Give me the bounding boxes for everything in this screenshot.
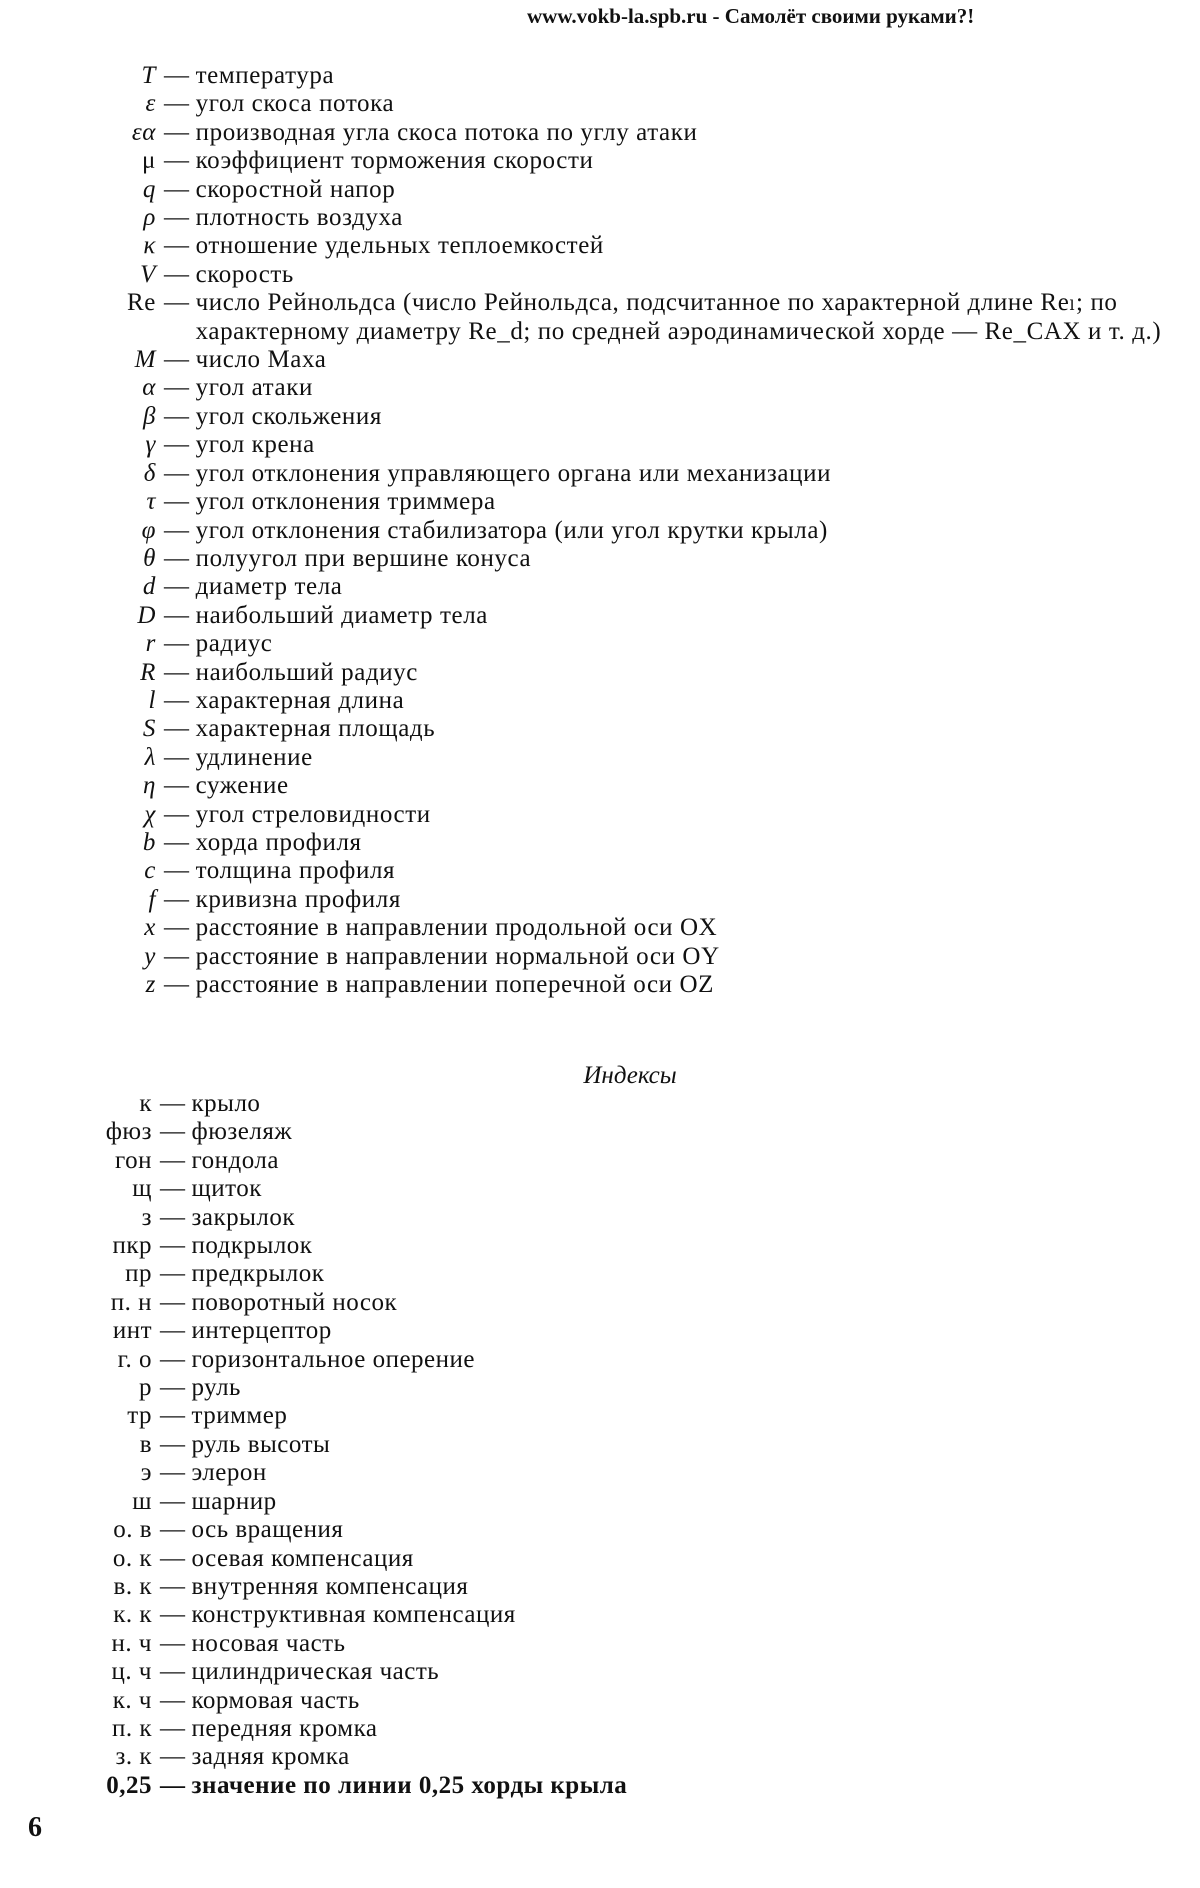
- symbol-row: [0, 943, 1200, 971]
- symbol: R: [140, 658, 156, 686]
- dash: —: [160, 1714, 186, 1742]
- index-row: [0, 1232, 1200, 1260]
- symbol: c: [144, 857, 156, 885]
- symbol-row: [0, 687, 1200, 715]
- dash: —: [160, 1374, 186, 1402]
- dash: —: [164, 90, 190, 118]
- symbol: y: [144, 942, 156, 970]
- symbol: d: [142, 573, 156, 601]
- symbol: α: [142, 374, 156, 402]
- index-symbol: э: [140, 1459, 152, 1487]
- index-symbol: к: [139, 1090, 152, 1117]
- dash: —: [164, 544, 190, 572]
- index-symbol: р: [139, 1374, 152, 1402]
- symbol: λ: [144, 743, 156, 771]
- indices-title: Индексы: [583, 1062, 677, 1089]
- symbol: η: [142, 772, 156, 800]
- index-symbol: к. ч: [112, 1686, 152, 1714]
- symbol-row: [0, 261, 1200, 289]
- index-row: [0, 1573, 1200, 1601]
- index-symbol: пкр: [112, 1232, 152, 1260]
- dash: —: [160, 1601, 186, 1629]
- symbol-description: коэффициент торможения скорости: [195, 147, 594, 175]
- index-symbol: о. в: [113, 1516, 152, 1544]
- index-row: [0, 1516, 1200, 1544]
- index-description: внутренняя компенсация: [191, 1572, 469, 1600]
- dash: —: [164, 260, 190, 288]
- symbol: τ: [146, 488, 156, 516]
- symbol-row: [0, 176, 1200, 204]
- index-description: руль высоты: [191, 1430, 331, 1458]
- index-row: [0, 1289, 1200, 1317]
- symbol: f: [148, 885, 156, 913]
- site-header: www.vokb-la.spb.ru - Самолёт своими руками?!: [527, 4, 975, 28]
- index-row: [0, 1715, 1200, 1743]
- dash: —: [164, 516, 190, 544]
- index-description: элерон: [191, 1459, 267, 1487]
- symbol: x: [144, 914, 156, 942]
- index-symbol: фюз: [105, 1118, 152, 1146]
- index-row: [0, 1147, 1200, 1175]
- symbol-row: [0, 545, 1200, 573]
- dash: —: [160, 1402, 186, 1430]
- symbol-row: [0, 630, 1200, 658]
- symbol-description: характерная длина: [195, 686, 405, 714]
- symbol-description: расстояние в направлении нормальной оси OY: [195, 942, 720, 970]
- symbol-description: толщина профиля: [195, 857, 396, 885]
- dash: —: [160, 1572, 186, 1600]
- symbol-row: [0, 801, 1200, 829]
- index-row: [0, 1346, 1200, 1374]
- dash: —: [160, 1203, 186, 1231]
- index-description: горизонтальное оперение: [191, 1345, 475, 1373]
- index-description: руль: [191, 1374, 241, 1402]
- symbol-description: угол скоса потока: [195, 90, 395, 118]
- dash: —: [164, 686, 190, 714]
- dash: —: [160, 1118, 186, 1146]
- dash: —: [160, 1288, 186, 1316]
- symbol-row: [0, 517, 1200, 545]
- symbol-description: радиус: [195, 630, 273, 658]
- symbol: b: [142, 828, 156, 856]
- index-description: кормовая часть: [191, 1686, 360, 1714]
- dash: —: [160, 1345, 186, 1373]
- symbol: z: [145, 971, 156, 998]
- symbol: ρ: [143, 204, 156, 232]
- symbol-row: [0, 431, 1200, 459]
- index-symbol: гон: [114, 1146, 152, 1174]
- symbol-description: плотность воздуха: [195, 204, 403, 232]
- symbol: ε: [145, 90, 156, 118]
- dash: —: [164, 374, 190, 402]
- index-symbol: н. ч: [111, 1629, 152, 1657]
- symbol-row: [0, 62, 1200, 90]
- dash: —: [164, 914, 190, 942]
- symbol-row: [0, 374, 1200, 402]
- symbol-row: [0, 602, 1200, 630]
- symbol-row: [0, 971, 1200, 999]
- symbol: θ: [143, 544, 156, 572]
- dash: —: [164, 601, 190, 629]
- index-row: [0, 1317, 1200, 1345]
- symbol-row: [0, 829, 1200, 857]
- index-symbol: ц. ч: [111, 1658, 152, 1686]
- symbol-description: угол отклонения управляющего органа или механизации: [195, 459, 832, 487]
- symbol: κ: [143, 232, 156, 260]
- symbols-list: [0, 62, 1200, 999]
- index-description: осевая компенсация: [191, 1544, 414, 1572]
- index-row: [0, 1204, 1200, 1232]
- symbol-row: [0, 914, 1200, 942]
- symbol-row: [0, 772, 1200, 800]
- index-symbol: в. к: [113, 1572, 152, 1600]
- index-description: подкрылок: [191, 1232, 313, 1260]
- symbol-description: скорость: [195, 260, 294, 288]
- dash: —: [164, 346, 190, 374]
- dash: —: [160, 1686, 186, 1714]
- index-symbol: инт: [112, 1317, 152, 1345]
- dash: —: [160, 1232, 186, 1260]
- page-number: 6: [28, 1812, 42, 1843]
- symbol: φ: [141, 516, 156, 544]
- index-symbol: пр: [125, 1260, 152, 1288]
- symbol-row: [0, 715, 1200, 743]
- index-symbol: п. н: [110, 1288, 152, 1316]
- index-symbol: 0,25: [106, 1771, 152, 1799]
- index-row: [0, 1374, 1200, 1402]
- dash: —: [164, 147, 190, 175]
- symbol-row: [0, 346, 1200, 374]
- index-symbol: п. к: [111, 1714, 152, 1742]
- index-description: задняя кромка: [191, 1743, 350, 1771]
- indices-list: [0, 1090, 1200, 1800]
- symbol: β: [142, 402, 156, 430]
- symbol-description: производная угла скоса потока по углу атаки: [195, 118, 698, 146]
- dash: —: [164, 289, 190, 317]
- index-row: [0, 1658, 1200, 1686]
- symbol-description: угол атаки: [195, 374, 313, 402]
- dash: —: [160, 1743, 186, 1771]
- index-description: цилиндрическая часть: [191, 1658, 440, 1686]
- symbol-description: угол крена: [195, 431, 315, 459]
- symbol-row: [0, 204, 1200, 232]
- index-row: [0, 1175, 1200, 1203]
- index-row: [0, 1118, 1200, 1146]
- index-description: триммер: [191, 1402, 288, 1430]
- dash: —: [160, 1146, 186, 1174]
- symbol-description: число Маха: [195, 346, 327, 374]
- dash: —: [160, 1516, 186, 1544]
- symbol-description: угол отклонения триммера: [195, 488, 496, 516]
- dash: —: [160, 1771, 186, 1799]
- index-description: интерцептор: [191, 1317, 332, 1345]
- index-description: гондола: [191, 1146, 279, 1174]
- symbol-row: [0, 659, 1200, 687]
- dash: —: [164, 658, 190, 686]
- dash: —: [164, 402, 190, 430]
- index-description: поворотный носок: [191, 1288, 398, 1316]
- dash: —: [164, 630, 190, 658]
- index-description: значение по линии 0,25 хорды крыла: [191, 1771, 628, 1799]
- symbol-description: наибольший радиус: [195, 658, 418, 686]
- dash: —: [164, 459, 190, 487]
- dash: —: [164, 118, 190, 146]
- symbol-row: [0, 460, 1200, 488]
- symbol-description: скоростной напор: [195, 175, 396, 203]
- symbol-description: характерная площадь: [195, 715, 436, 743]
- index-description: носовая часть: [191, 1629, 346, 1657]
- index-symbol: з. к: [115, 1743, 152, 1771]
- index-description: ось вращения: [191, 1516, 344, 1544]
- index-description: фюзеляж: [191, 1118, 293, 1146]
- symbol: r: [145, 630, 156, 658]
- dash: —: [164, 772, 190, 800]
- index-description: закрылок: [191, 1203, 296, 1231]
- index-symbol: г. о: [117, 1345, 152, 1373]
- symbol-description: наибольший диаметр тела: [195, 601, 488, 629]
- symbol-description: удлинение: [195, 743, 313, 771]
- dash: —: [164, 573, 190, 601]
- symbol: V: [140, 260, 156, 288]
- index-row: [0, 1743, 1200, 1771]
- symbol-description: температура: [195, 62, 335, 89]
- dash: —: [164, 885, 190, 913]
- index-row: [0, 1090, 1200, 1118]
- symbol: Re: [127, 289, 156, 317]
- dash: —: [164, 800, 190, 828]
- dash: —: [164, 488, 190, 516]
- dash: —: [164, 743, 190, 771]
- symbol-row: [0, 744, 1200, 772]
- dash: —: [160, 1459, 186, 1487]
- dash: —: [160, 1487, 186, 1515]
- index-row: [0, 1601, 1200, 1629]
- dash: —: [164, 942, 190, 970]
- symbol-description: хорда профиля: [195, 828, 362, 856]
- index-symbol: з: [141, 1203, 152, 1231]
- index-description: щиток: [191, 1175, 262, 1203]
- symbol-description: расстояние в направлении продольной оси OX: [195, 914, 718, 942]
- index-description: конструктивная компенсация: [191, 1601, 516, 1629]
- index-symbol: тр: [127, 1402, 152, 1430]
- symbol-row: [0, 573, 1200, 601]
- symbol: γ: [145, 431, 156, 459]
- symbol: εα: [131, 118, 156, 146]
- dash: —: [160, 1090, 186, 1117]
- index-symbol: к. к: [113, 1601, 152, 1629]
- dash: —: [160, 1260, 186, 1288]
- dash: —: [164, 204, 190, 232]
- symbol: D: [137, 601, 156, 629]
- symbol-description: диаметр тела: [195, 573, 343, 601]
- index-row: [0, 1687, 1200, 1715]
- dash: —: [160, 1430, 186, 1458]
- symbol: δ: [143, 459, 156, 487]
- symbol-description: сужение: [195, 772, 289, 800]
- symbol-description: число Рейнольдса (число Рейнольдса, подсчитанное по характерной длине Reₗ; по характерному диаметру Re_d; по средней аэродинамической хорде — Re_CAX и т. д.): [195, 289, 1162, 345]
- index-row: [0, 1431, 1200, 1459]
- dash: —: [164, 232, 190, 260]
- symbol-row: [0, 886, 1200, 914]
- symbol-description: полуугол при вершине конуса: [195, 544, 532, 572]
- index-row: [0, 1260, 1200, 1288]
- dash: —: [160, 1544, 186, 1572]
- index-description: передняя кромка: [191, 1714, 378, 1742]
- index-description: шарнир: [191, 1487, 277, 1515]
- dash: —: [164, 175, 190, 203]
- symbol-description: отношение удельных теплоемкостей: [195, 232, 604, 260]
- symbol-row: [0, 90, 1200, 118]
- symbol: T: [141, 62, 156, 89]
- index-symbol: в: [139, 1430, 152, 1458]
- dash: —: [160, 1175, 186, 1203]
- dash: —: [160, 1317, 186, 1345]
- symbol-row: [0, 119, 1200, 147]
- symbol: M: [134, 346, 156, 374]
- dash: —: [164, 971, 190, 998]
- index-row: [0, 1402, 1200, 1430]
- symbol-row: [0, 403, 1200, 431]
- index-symbol: щ: [132, 1175, 152, 1203]
- symbol-description: кривизна профиля: [195, 885, 401, 913]
- symbol: l: [148, 686, 156, 714]
- symbol-description: расстояние в направлении поперечной оси OZ: [195, 971, 715, 998]
- symbol-description: угол стреловидности: [195, 800, 431, 828]
- symbol-row: [0, 147, 1200, 175]
- symbol: S: [142, 715, 156, 743]
- index-symbol: ш: [132, 1487, 152, 1515]
- symbol: μ: [141, 147, 156, 175]
- symbol-description: угол скольжения: [195, 402, 382, 430]
- index-row: [0, 1772, 1200, 1800]
- symbol-description: угол отклонения стабилизатора (или угол крутки крыла): [195, 516, 828, 544]
- symbol-row: [0, 232, 1200, 260]
- dash: —: [164, 62, 190, 89]
- index-row: [0, 1459, 1200, 1487]
- symbol-row: [0, 488, 1200, 516]
- index-row: [0, 1488, 1200, 1516]
- index-description: крыло: [191, 1090, 261, 1117]
- index-row: [0, 1630, 1200, 1658]
- dash: —: [160, 1658, 186, 1686]
- symbol: χ: [144, 800, 156, 828]
- symbol-row: [0, 289, 1200, 346]
- symbol: q: [142, 175, 156, 203]
- dash: —: [164, 857, 190, 885]
- index-row: [0, 1545, 1200, 1573]
- index-symbol: о. к: [112, 1544, 152, 1572]
- symbol-row: [0, 857, 1200, 885]
- dash: —: [164, 828, 190, 856]
- dash: —: [164, 431, 190, 459]
- index-description: предкрылок: [191, 1260, 325, 1288]
- dash: —: [160, 1629, 186, 1657]
- dash: —: [164, 715, 190, 743]
